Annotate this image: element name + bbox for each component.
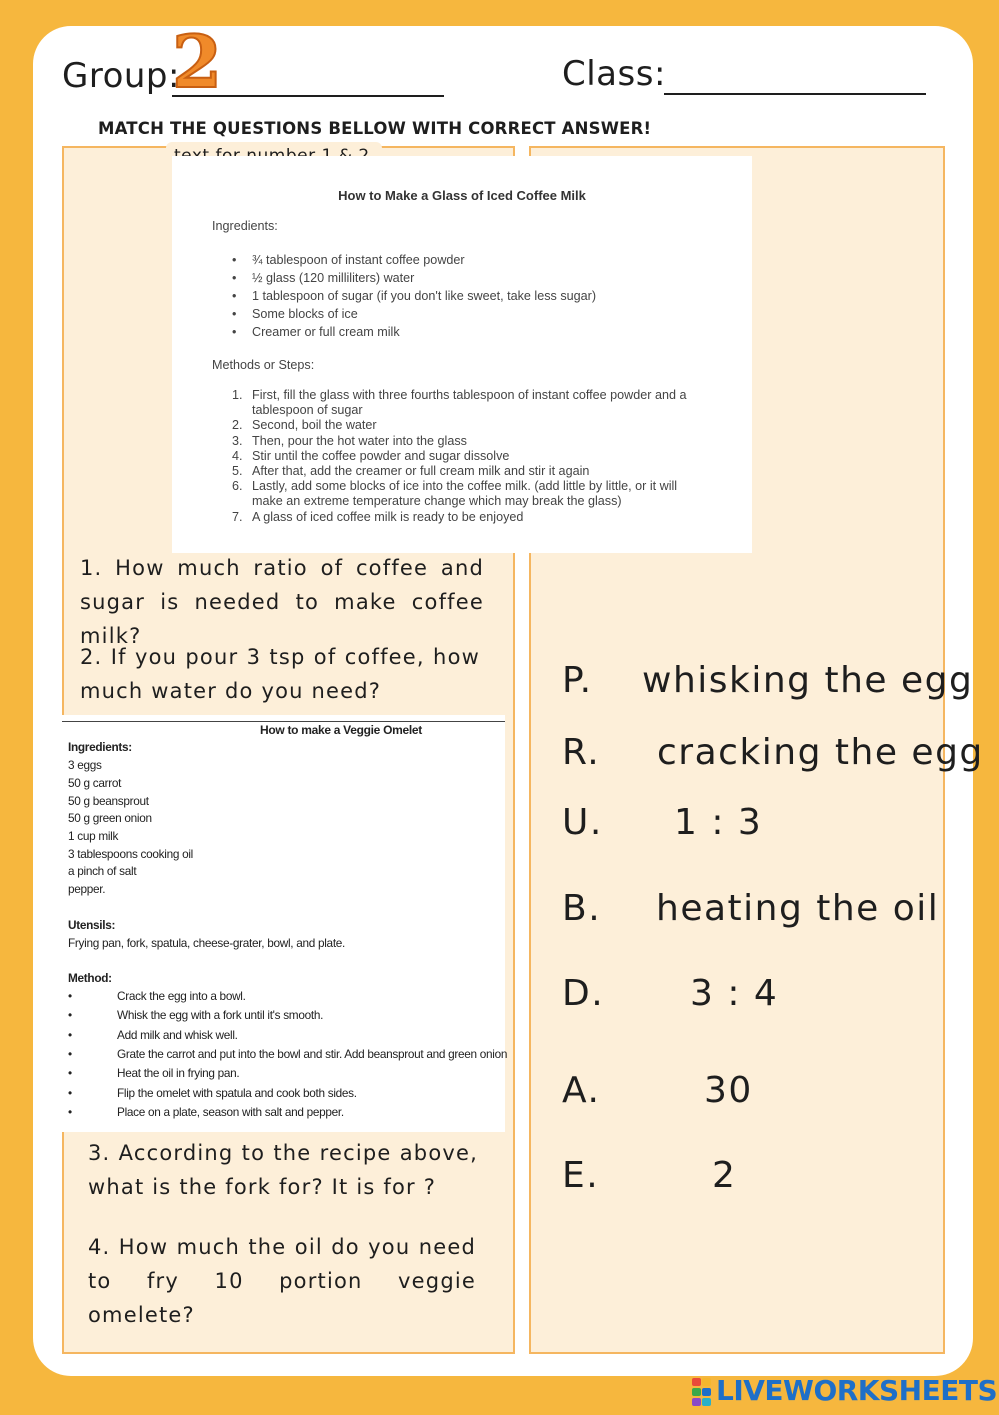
coffee-steps-list xyxy=(232,388,687,525)
list-item: a pinch of salt xyxy=(68,864,137,878)
bullet: • xyxy=(68,1066,72,1080)
coffee-recipe-title: How to Make a Glass of Iced Coffee Milk xyxy=(338,188,586,203)
list-item: Flip the omelet with spatula and cook both sides. xyxy=(117,1086,357,1100)
list-item: • 1 tablespoon of sugar (if you don't like sweet, take less sugar) xyxy=(252,287,596,305)
answer-text: 3 : 4 xyxy=(690,973,779,1014)
list-item: • Some blocks of ice xyxy=(252,305,596,323)
list-item: 4. Stir until the coffee powder and sugar dissolve xyxy=(232,448,510,463)
liveworksheets-logo-icon xyxy=(692,1378,712,1406)
answer-letter: B. xyxy=(562,888,602,929)
omelet-method-heading: Method: xyxy=(68,971,112,985)
omelet-ingredients-heading: Ingredients: xyxy=(68,740,132,754)
list-item: • ¾ tablespoon of instant coffee powder xyxy=(252,251,596,269)
coffee-recipe-image xyxy=(172,156,752,553)
list-item: 3. Then, pour the hot water into the glass xyxy=(232,433,467,448)
omelet-utensils-text: Frying pan, fork, spatula, cheese-grater, bowl, and plate. xyxy=(68,936,346,950)
answer-text: 30 xyxy=(704,1070,753,1111)
bullet: • xyxy=(68,1086,72,1100)
answer-letter: U. xyxy=(562,802,603,843)
question-3: 3. According to the recipe above, what is the fork for? It is for ? xyxy=(88,1141,478,1199)
question-2: 2. If you pour 3 tsp of coffee, how much water do you need? xyxy=(80,645,480,703)
list-item: • Creamer or full cream milk xyxy=(252,323,596,341)
answer-letter: A. xyxy=(562,1070,601,1111)
list-item: 3 eggs xyxy=(68,758,102,772)
group-number: 2 xyxy=(172,19,223,104)
list-item: pepper. xyxy=(68,882,106,896)
omelet-recipe-title: How to make a Veggie Omelet xyxy=(260,723,422,737)
answer-letter: D. xyxy=(562,973,605,1014)
answer-text: heating the oil xyxy=(656,888,940,929)
list-item: 1. First, fill the glass with three fourths tablespoon of instant coffee powder and a tablespoon of sugar xyxy=(232,388,687,418)
list-item: Whisk the egg with a fork until it's smooth. xyxy=(117,1008,324,1022)
answer-text: whisking the egg xyxy=(642,660,974,701)
list-item: Add milk and whisk well. xyxy=(117,1028,238,1042)
answer-text: cracking the egg xyxy=(657,732,984,773)
answer-letter: P. xyxy=(562,660,593,701)
bullet: • xyxy=(68,1047,72,1061)
list-item: 6. Lastly, add some blocks of ice into the coffee milk. (add little by little, or it will make an extreme temperature change which may break the glass) xyxy=(232,479,678,509)
list-item: 50 g beansprout xyxy=(68,794,149,808)
bullet: • xyxy=(68,1028,72,1042)
omelet-recipe-image xyxy=(62,715,508,1132)
coffee-ingredients-heading: Ingredients: xyxy=(212,219,278,233)
list-item: 5. After that, add the creamer or full cream milk and stir it again xyxy=(232,464,590,479)
question-1: 1. How much ratio of coffee and sugar is needed to make coffee milk? xyxy=(80,556,484,648)
group-label: Group: xyxy=(62,56,180,96)
group-input-line[interactable] xyxy=(172,95,444,97)
answer-text: 1 : 3 xyxy=(674,802,763,843)
question-4: 4. How much the oil do you need to fry 10 portion veggie omelete? xyxy=(88,1235,476,1327)
coffee-methods-heading: Methods or Steps: xyxy=(212,358,315,372)
list-item: 1 cup milk xyxy=(68,829,119,843)
list-item: 50 g green onion xyxy=(68,811,152,825)
list-item: Place on a plate, season with salt and pepper. xyxy=(117,1105,344,1119)
bullet: • xyxy=(68,1105,72,1119)
list-item: 2. Second, boil the water xyxy=(232,418,377,433)
bullet: • xyxy=(68,989,72,1003)
list-item: 50 g carrot xyxy=(68,776,122,790)
liveworksheets-logo[interactable]: LIVEWORKSHEETS xyxy=(716,1374,998,1407)
instruction-heading: MATCH THE QUESTIONS BELLOW WITH CORRECT ANSWER! xyxy=(98,119,652,138)
omelet-utensils-heading: Utensils: xyxy=(68,918,116,932)
answer-text: 2 xyxy=(712,1155,737,1196)
answer-letter: E. xyxy=(562,1155,600,1196)
list-item: Heat the oil in frying pan. xyxy=(117,1066,240,1080)
answer-letter: R. xyxy=(562,732,601,773)
list-item: Crack the egg into a bowl. xyxy=(117,989,246,1003)
list-item: 3 tablespoons cooking oil xyxy=(68,847,193,861)
list-item: Grate the carrot and put into the bowl and stir. Add beansprout and green onion xyxy=(117,1047,508,1061)
class-label: Class: xyxy=(562,54,666,94)
coffee-ingredients-list xyxy=(252,251,596,341)
list-item: 7. A glass of iced coffee milk is ready to be enjoyed xyxy=(232,509,524,524)
list-item: • ½ glass (120 milliliters) water xyxy=(252,269,596,287)
recipe-divider xyxy=(62,721,505,722)
bullet: • xyxy=(68,1008,72,1022)
class-input-line[interactable] xyxy=(664,93,926,95)
